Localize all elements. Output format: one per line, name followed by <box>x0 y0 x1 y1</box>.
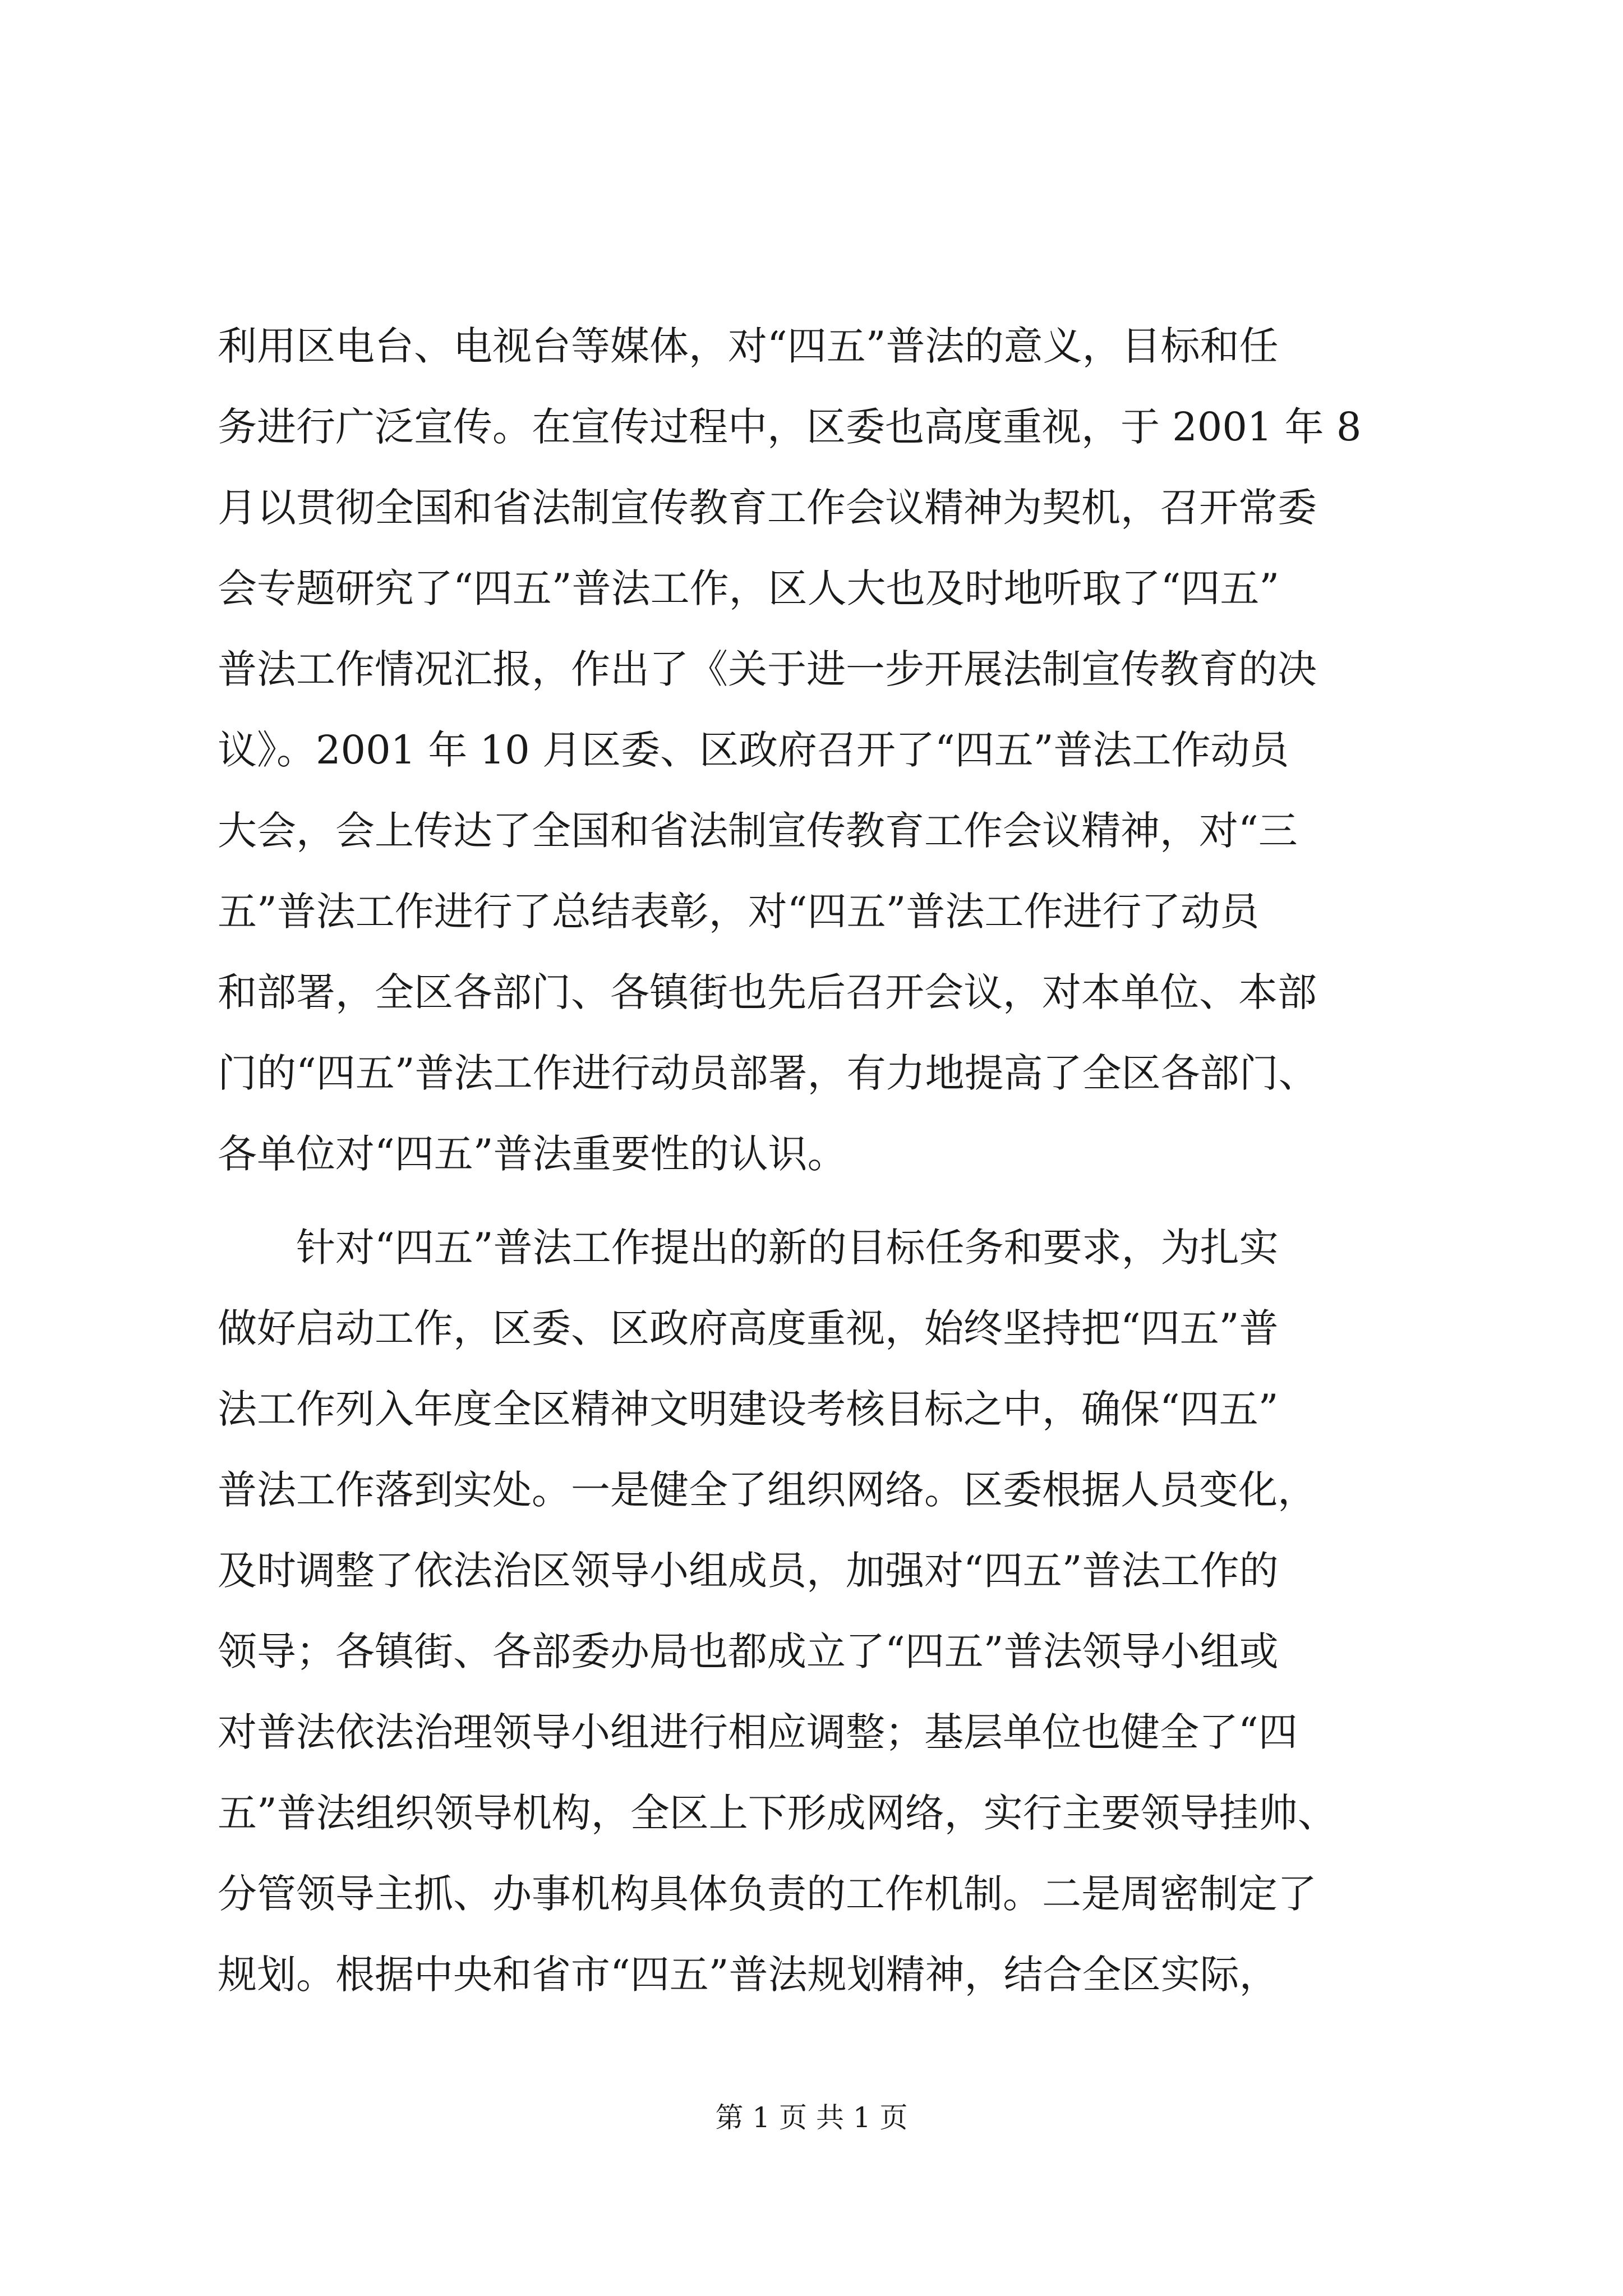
paragraph-1-line-3: 月以贯彻全国和省法制宣传教育工作会议精神为契机，召开常委 <box>218 485 1317 531</box>
paragraph-1-line-2: 务进行广泛宣传。在宣传过程中，区委也高度重视，于 2001 年 8 <box>218 404 1362 450</box>
paragraph-2-line-8: 五”普法组织领导机构，全区上下形成网络，实行主要领导挂帅、 <box>218 1790 1337 1836</box>
paragraph-1-line-9: 和部署，全区各部门、各镇街也先后召开会议，对本单位、本部 <box>218 969 1317 1015</box>
paragraph-2-line-10: 规划。根据中央和省市“四五”普法规划精神，结合全区实际， <box>218 1952 1279 1998</box>
page-number-label: 第 1 页 共 1 页 <box>715 2101 908 2134</box>
paragraph-2-line-1: 针对“四五”普法工作提出的新的目标任务和要求，为扎实 <box>218 1225 1279 1271</box>
paragraph-1-line-4: 会专题研究了“四五”普法工作，区人大也及时地听取了“四五” <box>218 565 1280 611</box>
paragraph-1-line-6: 议》。2001 年 10 月区委、区政府召开了“四五”普法工作动员 <box>218 727 1289 773</box>
paragraph-1-line-11: 各单位对“四五”普法重要性的认识。 <box>218 1131 847 1177</box>
paragraph-spacer <box>218 1194 1412 1207</box>
paragraph-2-line-6: 领导；各镇街、各部委办局也都成立了“四五”普法领导小组或 <box>218 1628 1279 1674</box>
paragraph-1-line-10: 门的“四五”普法工作进行动员部署，有力地提高了全区各部门、 <box>218 1050 1318 1096</box>
paragraph-1-line-7: 大会，会上传达了全国和省法制宣传教育工作会议精神，对“三 <box>218 808 1298 854</box>
paragraph-2-line-7: 对普法依法治理领导小组进行相应调整；基层单位也健全了“四 <box>218 1709 1298 1755</box>
body-text <box>218 306 1412 2015</box>
paragraph-1-line-8: 五”普法工作进行了总结表彰，对“四五”普法工作进行了动员 <box>218 889 1260 935</box>
page-footer <box>0 2101 1623 2134</box>
paragraph-2-line-2: 做好启动工作，区委、区政府高度重视，始终坚持把“四五”普 <box>218 1305 1279 1351</box>
paragraph-1-line-5: 普法工作情况汇报，作出了《关于进一步开展法制宣传教育的决 <box>218 646 1317 692</box>
paragraph-1-line-1: 利用区电台、电视台等媒体，对“四五”普法的意义，目标和任 <box>218 323 1279 369</box>
paragraph-2-line-9: 分管领导主抓、办事机构具体负责的工作机制。二是周密制定了 <box>218 1871 1317 1917</box>
paragraph-2-line-3: 法工作列入年度全区精神文明建设考核目标之中，确保“四五” <box>218 1386 1279 1432</box>
paragraph-2-line-5: 及时调整了依法治区领导小组成员，加强对“四五”普法工作的 <box>218 1548 1279 1594</box>
paragraph-2-line-4: 普法工作落到实处。一是健全了组织网络。区委根据人员变化， <box>218 1467 1317 1513</box>
